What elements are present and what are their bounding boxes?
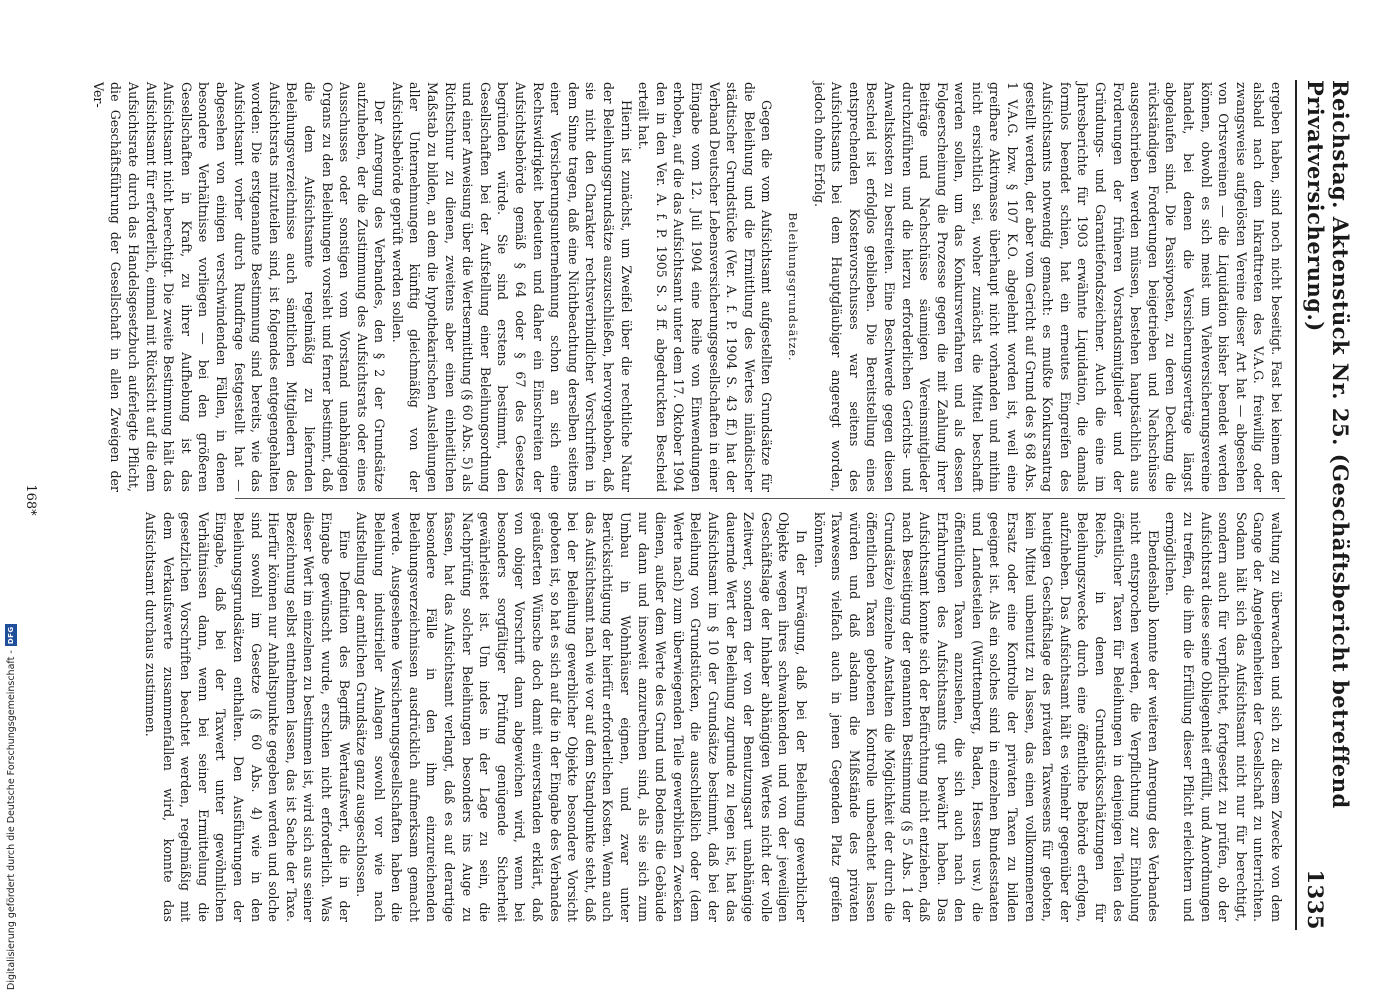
paragraph: Ebendeshalb konnte der weiteren Anregung des Verbandes nicht entsprochen werden, die Verpflichtung zur Einholung öffentlicher Taxen für Beleihungen in denjenigen Teilen des Reichs, in denen Grundstücksschätzungen für Beleihungszwecke durch eine öffentliche Behörde erfolgen, aufzuheben. Das Aufsichtsamt hält es vielmehr gegenüber der heutigen Geschäftslage des privaten Taxwesens für geboten, kein Mittel unbenutzt zu lassen, das einen vollkommeneren Ersatz oder eine Kontrolle der privaten Taxen zu bilden geeignet ist. Als ein solches sind in einzelnen Bundesstaaten und Landesteilen (Württemberg, Baden, Hessen usw.) die öffentlichen Taxen anzusehen, die sich auch nach den Erfahrungen des Aufsichtsamts gut bewährt haben. Das Aufsichtsamt konnte sich der Befürchtung nicht entziehen, daß nach Beseitigung der genannten Bestimmung (§ 5 Abs. 1 der Grundsätze) einzelne Anstalten die Möglichkeit der durch die öffentlichen Taxen gebotenen Kontrolle unbeachtet lassen würden und daß alsdann die Mißstände des privaten Taxwesens vielfach auch in jenen Gegenden Platz greifen könnten. <box>811 512 1161 922</box>
paragraph: Der Anregung des Verbandes, den § 2 der Grundsätze aufzuheben, der die Zustimmung des Aufsichtsrats oder eines Ausschusses oder sonstigen vom Vorstand unabhängigen Organs zu den Beleihungen vorsieht und ferner bestimmt, daß die dem Aufsichtsamte regelmäßig zu liefernden Beleihungsverzeichnisse auch sämtlichen Mitgliedern des Aufsichtsrats mitzuteilen sind, ist folgendes entgegengehalten worden: Die erstgenannte Bestimmung sind bereits, wie das Aufsichtsamt vorher durch Rundfrage festgestellt hat — abgesehen von einigen verschwindenden Fällen, in denen besondere Verhältnisse vorliegen — bei den größeren Gesellschaften in Kraft, zu ihrer Aufhebung ist das Aufsichtsamt nicht berechtigt. Die zweite Bestimmung hält das Aufsichtsamt für erforderlich, einmal mit Rücksicht auf die dem Aufsichtsrate durch das Handelsgesetzbuch auferlegte Pflicht, die Geschäftsführung der Gesellschaft in allen Zweigen der Ver- <box>90 82 388 492</box>
page-number: 1335 <box>1303 869 1328 930</box>
left-column <box>89 82 1285 492</box>
right-column <box>141 512 1285 922</box>
page-title: Reichstag. Aktenstück Nr. 25. (Geschäftsbericht betreffend Privatversicherung.) <box>1303 80 1353 809</box>
section-heading: Beleihungsgrundsätze. <box>785 212 799 362</box>
paragraph: In der Erwägung, daß bei der Beleihung gewerblicher Objekte wegen ihres schwankenden und von der jeweiligen Geschäftslage der Inhaber abhängigen Wertes nicht der volle Zeitwert, sondern der von der Benutzungsart unabhängige dauernde Wert der Beleihung zugrunde zu legen ist, hat das Aufsichtsamt im § 10 der Grundsätze bestimmt, daß bei der Beleihung von Grundstücken, die ausschließlich oder (dem Werte nach) zum überwiegenden Teile gewerblichen Zwecken dienen, außer dem Werte des Grund und Bodens die Gebäude nur dann und insoweit anzurechnen sind, als sie sich zum Umbau in Wohnhäuser eignen, und zwar unter Berücksichtigung der hierfür erforderlichen Kosten. Wenn auch das Aufsichtsamt nach wie vor auf dem Standpunkte steht, daß bei der Beleihung gewerblicher Objekte besondere Vorsicht geboten ist, so hat es sich auf die in der Eingabe des Verbandes geäußerten Wünsche doch damit einverstanden erklärt, daß von obiger Vorschrift dann abgewichen wird, wenn bei besonders sorgfältiger Prüfung genügende Sicherheit gewährleistet ist. Um indes in der Lage zu sein, die Nachprüfung solcher Beleihungen besonders ins Auge zu fassen, hat das Aufsichtsamt verlangt, daß es auf derartige besondere Fälle in den ihm einzureichenden Beleihungsverzeichnissen ausdrücklich aufmerksam gemacht werde. Ausgesehene Versicherungsgesellschaften haben die Beleihung industrieller Anlagen sowohl vor wie nach Aufstellung der amtlichen Grundsätze ganz ausgeschlossen. <box>354 512 809 922</box>
paragraph: Gegen die vom Aufsichtsamt aufgestellten Grundsätze für die Beleihung und die Ermittlung des Wertes inländischer städtischer Grundstücke (Ver. A. f. P. 1904 S. 43 ff.) hat der Verband Deutscher Lebensversicherungsgesellschaften in einer Eingabe vom 12. Juli 1904 eine Reihe von Einwendungen erhoben, auf die das Aufsichtsamt unter dem 17. Oktober 1904 den in den Ver. A. f. P. 1905 S. 3 ff. abgedruckten Bescheid erteilt hat. <box>636 82 775 492</box>
header-rule <box>1295 80 1297 930</box>
footer-page-ref: 168* <box>23 484 38 516</box>
dfg-logo: DFG <box>5 624 17 646</box>
paragraph: ergeben haben, sind noch nicht beseitigt. Fast bei keinem der alsbald nach dem Inkrafttreten des V.A.G. freiwillig oder zwangsweise aufgelösten Vereine dieser Art hat — abgesehen von Ortsvereinen — die Liquidation bisher beendet werden können, obwohl es sich meist um Viehversicherungsvereine handelt, bei denen die Versicherungsverträge längst abgelaufen sind. Die Passivposten, zu deren Deckung die rückständigen Forderungen beigetrieben und Nachschüsse ausgeschrieben werden müssen, bestehen hauptsächlich aus Forderungen der früheren Vorstandsmitglieder und der Gründungs- und Garantiefondszeichner. Auch die eine im Jahresberichte für 1903 erwähnte Liquidation, die damals formlos beendet schien, hat ein erneutes Eingreifen des Aufsichtsamts notwendig gemacht: es mußte Konkursantrag gestellt werden, der aber vom Gericht auf Grund des § 68 Abs. 1 V.A.G. bzw. § 107 K.O. abgelehnt worden ist, weil eine greifbare Aktivmasse überhaupt nicht vorhanden und mithin nicht ersichtlich sei, woher zunächst die Mittel beschafft werden sollen, um das Konkursverfahren und als dessen Folgeerscheinung die Prozesse gegen die mit Zahlung ihrer Beiträge und Nachschüsse säumigen Vereinsmitglieder durchzuführen und die hierzu erforderlichen Gerichts- und Anwaltskosten zu bestreiten. Eine Beschwerde gegen diesen Bescheid ist erfolglos geblieben. Die Bereitstellung eines entsprechenden Kostenvorschusses war seitens des Aufsichtsamts bei dem Hauptgläubiger angeregt worden, jedoch ohne Erfolg. <box>811 82 1284 492</box>
paragraph: Eine Definition des Begriffs Wertaufswert, die in der Eingabe gewünscht wurde, erschien nicht erforderlich. Was dieser Wert im einzelnen zu bestimmen ist, wird sich aus seiner Bezeichnung selbst entnehmen lassen, das ist Sache der Taxe. Hierfür können nur Anhaltspunkte gegeben werden und solche sind sowohl im Gesetze (§ 60 Abs. 4) wie in den Beleihungsgrundsätzen enthalten. Den Ausführungen der Eingabe, daß bei der Taxwert unter gewöhnlichen Verhältnissen dann, wenn bei seiner Ermittelung die gesetzlichen Vorschriften beachtet werden, regelmäßig mit dem Verkaufswerte zusammenfallen wird, konnte das Aufsichtsamt durchaus zustimmen. <box>143 512 352 922</box>
paragraph: waltung zu überwachen und sich zu diesem Zwecke von dem Gange der Angelegenheiten der Gesellschaft zu unterrichten. Sodann hält sich das Aufsichtsamt nicht nur für berechtigt, sondern auch für verpflichtet, fortgesetzt zu prüfen, ob der Aufsichtsrat diese seine Obliegenheit erfüllt, und Anordnungen zu treffen, die ihm die Erfüllung dieser Pflicht erleichtern und ermöglichen. <box>1163 512 1284 922</box>
paragraph: Hierin ist zunächst, um Zweifel über die rechtliche Natur der Beleihungsgrundsätze auszuschließen, hervorgehoben, daß sie nicht den Charakter rechtsverbindlicher Vorschriften in dem Sinne tragen, daß eine Nichtbeachtung derselben seitens einer Versicherungsunternehmung schon an sich eine Rechtswidrigkeit bedeuten und daher ein Einschreiten der Aufsichtsbehörde gemäß § 64 oder § 67 des Gesetzes begründen würde. Sie sind erstens bestimmt, den Gesellschaften bei der Aufstellung einer Beleihungsordnung und einer Anweisung über die Wertsermittlung (§ 60 Abs. 5) als Richtschnur zu dienen, zweitens aber einen einheitlichen Maßstab zu bilden, an dem die hypothekarischen Ausleihungen aller Unternehmungen künftig gleichmäßig von der Aufsichtsbehörde geprüft werden sollen. <box>389 82 634 492</box>
page-header <box>1303 80 1353 930</box>
digitization-credit <box>2 570 20 990</box>
column-divider <box>235 498 1285 499</box>
credit-text: Digitalisierung gefördert durch die Deutsche Forschungsgemeinschaft - <box>5 650 17 990</box>
